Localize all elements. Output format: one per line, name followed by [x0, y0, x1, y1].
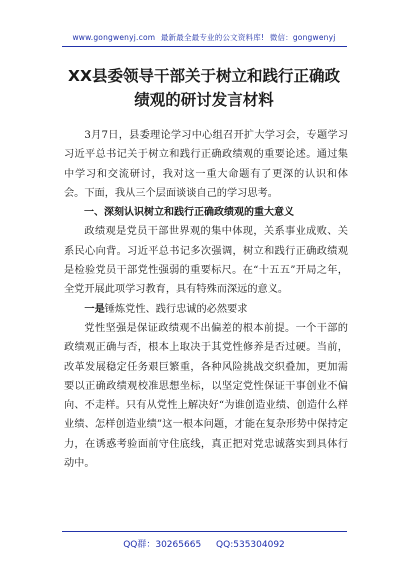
- subheading-text: 锤炼党性、践行忠诚的必然要求: [104, 303, 248, 315]
- section-heading-1: 一、深刻认识树立和践行正确政绩观的重大意义: [84, 207, 294, 219]
- site-url[interactable]: www.gongwenyj.com: [72, 33, 156, 42]
- body-paragraph-1: 政绩观是党员干部世界观的集中体现，关系事业成败、关系民心向背。习近平总书记多次强调，树立和践行正确政绩观是检验党员干部党性强弱的重要标尺。在“十五五”开局之年，全党开展此项学习教育，具有特殊而深远的意义。: [64, 226, 348, 296]
- document-body: [64, 126, 348, 473]
- document-title: [0, 64, 408, 112]
- subheading-1: [64, 300, 348, 319]
- intro-paragraph: 3月7日，县委理论学习中心组召开扩大学习会，专题学习习近平总书记关于树立和践行正确政绩观的重要论述。通过集中学习和交流研讨，我对这一重大命题有了更深的认识和体会。下面，我从三个层面谈谈自己的学习思考。: [64, 130, 348, 199]
- title-line-2: 绩观的研讨发言材料: [134, 91, 274, 109]
- footer-divider: [62, 531, 347, 532]
- page-footer: [0, 537, 408, 550]
- title-line-1: XX县委领导干部关于树立和践行正确政: [68, 67, 340, 85]
- site-slogan: 最新最全最专业的公文资料库!: [160, 33, 265, 42]
- qq-group: QQ群：30265665: [123, 540, 202, 550]
- qq-number: QQ:535304092: [216, 540, 285, 550]
- body-paragraph-2: 党性坚强是保证政绩观不出偏差的根本前提。一个干部的政绩观正确与否，根本上取决于其党性修养是否过硬。当前，改革发展稳定任务艰巨繁重，各种风险挑战交织叠加，更加需要以正确政绩观校准思想坐标，以坚定党性保证干事创业不偏向、不走样。只有从党性上解决好“为谁创造业绩、创造什么样业绩、怎样创造业绩”这一根本问题，才能在复杂形势中保持定力，在诱惑考验面前守住底线，真正把对党忠诚落实到具体行动中。: [64, 322, 348, 470]
- header-divider: [62, 46, 347, 47]
- wechat-id: 微信：gongwenyj: [269, 33, 336, 42]
- page-header: [0, 32, 408, 43]
- subheading-lead: 一是: [84, 302, 105, 315]
